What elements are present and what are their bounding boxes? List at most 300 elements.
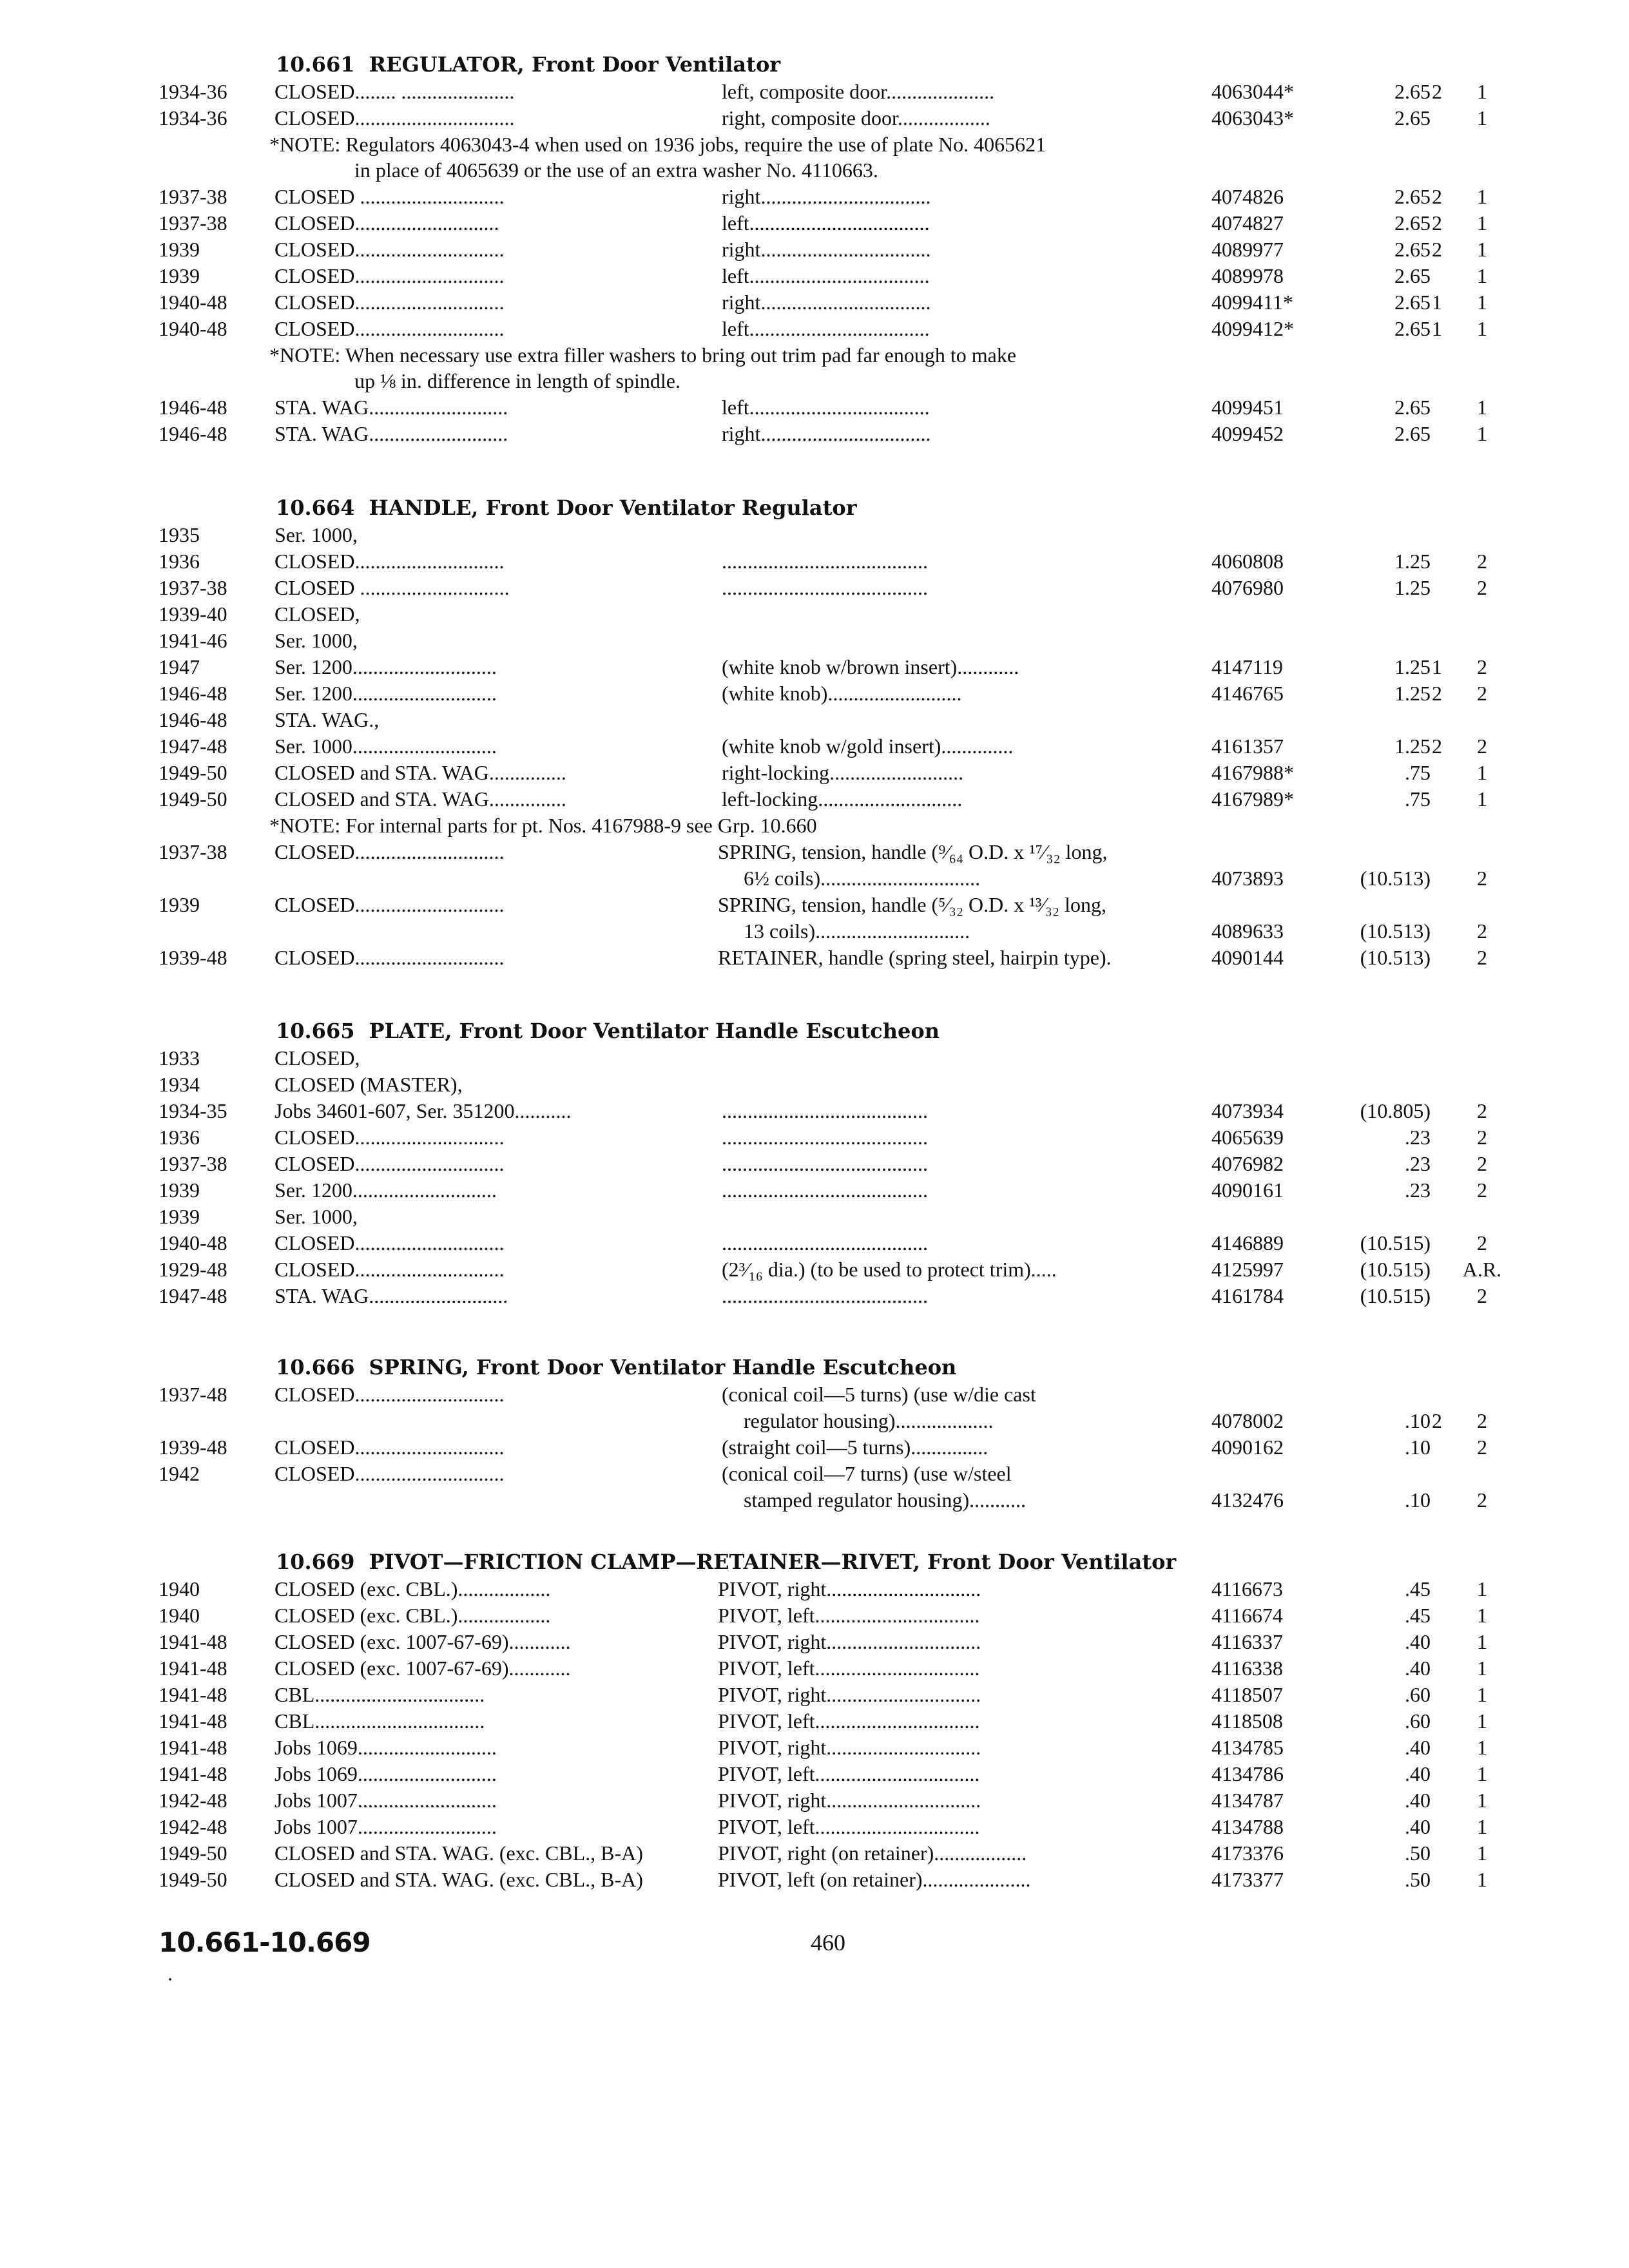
parts-row [0, 1461, 1629, 1487]
price-cell: .23 [1405, 1152, 1431, 1175]
price-cell: .50 [1405, 1868, 1431, 1891]
quantity-cell: 2 [1432, 185, 1442, 208]
description-cell: ........................................ [722, 1284, 928, 1307]
price-cell: .45 [1405, 1577, 1431, 1600]
description-cell: PIVOT, right.............................. [718, 1683, 981, 1706]
description-cell: left................................... [722, 317, 930, 340]
parts-row [0, 1045, 1629, 1072]
quantity-cell: 2 [1477, 1231, 1487, 1254]
parts-row [0, 236, 1629, 263]
description-cell: PIVOT, right.............................. [718, 1630, 981, 1653]
quantity-cell: 1 [1432, 655, 1442, 678]
parts-row [0, 1408, 1629, 1434]
quantity-cell: 1 [1477, 1736, 1487, 1759]
parts-row [0, 1682, 1629, 1708]
part-number-cell: 4074827 [1211, 211, 1284, 235]
parts-row [0, 421, 1629, 447]
model-cell: Jobs 1069........................... [275, 1736, 497, 1759]
parts-row [0, 1602, 1629, 1629]
price-cell: .40 [1405, 1736, 1431, 1759]
section-heading [276, 1548, 1176, 1576]
year-cell: 1936 [159, 1126, 200, 1149]
description-cell: right, composite door.................. [722, 106, 990, 130]
note-line: *NOTE: When necessary use extra filler washers to bring out trim pad far enough to make [269, 343, 1017, 367]
description-cell: (white knob w/gold insert).............. [722, 735, 1014, 758]
description-cell: PIVOT, right.............................. [718, 1789, 981, 1812]
year-cell: 1940 [159, 1604, 200, 1627]
parts-row [0, 1867, 1629, 1893]
parts-row [0, 79, 1629, 105]
parts-row [0, 1256, 1629, 1283]
price-cell: 2.65 [1394, 396, 1431, 419]
description-cell: (conical coil—7 turns) (use w/steel [722, 1462, 1012, 1485]
parts-row [0, 289, 1629, 316]
year-cell: 1940-48 [159, 1231, 227, 1254]
model-cell: CLOSED............................. [275, 1436, 505, 1459]
part-number-cell: 4161357 [1211, 735, 1284, 758]
footer-page-number: 460 [811, 1930, 845, 1956]
parts-row [0, 1177, 1629, 1204]
parts-row [0, 575, 1629, 601]
part-number-cell: 4073893 [1211, 867, 1284, 890]
part-number-cell: 4173377 [1211, 1868, 1284, 1891]
quantity-cell: 1 [1477, 185, 1487, 208]
description-cell: SPRING, tension, handle (⁹⁄₆₄ O.D. x ¹⁷⁄₃₂ long, [718, 840, 1108, 863]
part-number-cell: 4116338 [1211, 1657, 1283, 1680]
section-heading [276, 1017, 940, 1045]
quantity-cell: 2 [1477, 550, 1487, 573]
price-cell: 1.25 [1394, 576, 1431, 599]
part-number-cell: 4146889 [1211, 1231, 1284, 1254]
parts-row [0, 316, 1629, 342]
part-number-cell: 4147119 [1211, 655, 1283, 678]
quantity-cell: 2 [1477, 1284, 1487, 1307]
year-cell: 1941-48 [159, 1630, 227, 1653]
part-number-cell: 4089633 [1211, 919, 1284, 943]
model-cell: CLOSED............................. [275, 1231, 505, 1254]
year-cell: 1947-48 [159, 1284, 227, 1307]
description-cell: ........................................ [722, 550, 928, 573]
quantity-cell: 1 [1477, 106, 1487, 130]
parts-row [0, 918, 1629, 945]
price-cell: .45 [1405, 1604, 1431, 1627]
model-cell: Ser. 1000, [275, 523, 358, 546]
part-number-cell: 4063044* [1211, 80, 1294, 103]
parts-row [0, 1283, 1629, 1309]
year-cell: 1934-35 [159, 1099, 227, 1122]
model-cell: CLOSED and STA. WAG............... [275, 787, 566, 811]
quantity-cell: 1 [1477, 1709, 1487, 1733]
description-cell: left................................... [722, 396, 930, 419]
description-cell: ........................................ [722, 576, 928, 599]
price-cell: 2.65 [1394, 106, 1431, 130]
description-cell: (white knob w/brown insert)............ [722, 655, 1019, 678]
part-number-cell: 4132476 [1211, 1488, 1284, 1512]
year-cell: 1942 [159, 1462, 200, 1485]
price-cell: (10.513) [1360, 867, 1431, 890]
price-cell: .40 [1405, 1762, 1431, 1785]
quantity-cell: 1 [1477, 396, 1487, 419]
price-cell: (10.513) [1360, 919, 1431, 943]
parts-row [0, 1629, 1629, 1655]
parts-row [0, 1761, 1629, 1787]
model-cell: CLOSED........ ...................... [275, 80, 515, 103]
price-cell: .50 [1405, 1841, 1431, 1865]
year-cell: 1939-40 [159, 602, 227, 626]
parts-row [0, 839, 1629, 865]
quantity-cell: 2 [1477, 1436, 1487, 1459]
parts-row [0, 1124, 1629, 1151]
parts-row [0, 1787, 1629, 1814]
parts-row [0, 105, 1629, 131]
description-cell: SPRING, tension, handle (⁵⁄₃₂ O.D. x ¹³⁄₃₂ long, [718, 893, 1106, 916]
year-cell: 1949-50 [159, 761, 227, 784]
price-cell: .40 [1405, 1657, 1431, 1680]
description-cell: right-locking.......................... [722, 761, 964, 784]
quantity-cell: 2 [1477, 735, 1487, 758]
quantity-cell: 2 [1477, 576, 1487, 599]
price-cell: .75 [1405, 761, 1431, 784]
description-cell: PIVOT, right.............................. [718, 1736, 981, 1759]
quantity-cell: 2 [1477, 655, 1487, 678]
parts-row [0, 263, 1629, 289]
model-cell: CLOSED............................. [275, 291, 505, 314]
section-title: PLATE, Front Door Ventilator Handle Escutcheon [369, 1019, 940, 1043]
description-cell: ........................................ [722, 1099, 928, 1122]
model-cell: CBL................................. [275, 1683, 485, 1706]
description-cell: PIVOT, right.............................. [718, 1577, 981, 1600]
part-number-cell: 4099412* [1211, 317, 1294, 340]
description-cell: right................................. [722, 185, 931, 208]
model-cell: CLOSED, [275, 602, 360, 626]
parts-row [0, 1381, 1629, 1408]
part-number-cell: 4099452 [1211, 422, 1284, 445]
description-cell: right................................. [722, 238, 931, 261]
description-cell: ........................................ [722, 1178, 928, 1202]
note [269, 342, 1197, 394]
price-cell: .40 [1405, 1815, 1431, 1838]
parts-row [0, 394, 1629, 421]
model-cell: CLOSED............................. [275, 1152, 505, 1175]
description-cell: (conical coil—5 turns) (use w/die cast [722, 1383, 1036, 1406]
description-cell: PIVOT, right (on retainer).................. [718, 1841, 1027, 1865]
year-cell: 1941-48 [159, 1657, 227, 1680]
description-cell: (white knob).......................... [722, 682, 962, 705]
description-cell: ........................................ [722, 1231, 928, 1254]
quantity-cell: 1 [1477, 1683, 1487, 1706]
price-cell: 2.65 [1394, 185, 1431, 208]
model-cell: STA. WAG., [275, 708, 380, 731]
description-cell: left................................... [722, 264, 930, 287]
model-cell: CLOSED ............................ [275, 185, 505, 208]
part-number-cell: 4090162 [1211, 1436, 1284, 1459]
description-cell: PIVOT, left................................ [718, 1709, 980, 1733]
quantity-cell: 1 [1432, 291, 1442, 314]
stray-dot [169, 1978, 171, 1981]
price-cell: 2.65 [1394, 291, 1431, 314]
parts-row [0, 1840, 1629, 1867]
model-cell: CLOSED ............................. [275, 576, 510, 599]
description-cell: (straight coil—5 turns)............... [722, 1436, 988, 1459]
quantity-cell: 1 [1477, 1868, 1487, 1891]
quantity-cell: 2 [1477, 867, 1487, 890]
parts-row [0, 628, 1629, 654]
quantity-cell: 2 [1477, 946, 1487, 969]
part-number-cell: 4167989* [1211, 787, 1294, 811]
price-cell: (10.515) [1360, 1231, 1431, 1254]
year-cell: 1941-48 [159, 1709, 227, 1733]
note-line: in place of 4065639 or the use of an extra washer No. 4110663. [354, 159, 878, 182]
quantity-cell: 2 [1477, 1488, 1487, 1512]
year-cell: 1947 [159, 655, 200, 678]
parts-row [0, 1814, 1629, 1840]
part-number-cell: 4134788 [1211, 1815, 1284, 1838]
model-cell: Ser. 1200............................ [275, 1178, 497, 1202]
year-cell: 1937-38 [159, 211, 227, 235]
section-number: 10.664 [276, 495, 355, 520]
parts-row [0, 1576, 1629, 1602]
parts-row [0, 1708, 1629, 1735]
description-cell: RETAINER, handle (spring steel, hairpin type). [718, 946, 1112, 969]
model-cell: Jobs 1069........................... [275, 1762, 497, 1785]
part-number-cell: 4074826 [1211, 185, 1284, 208]
year-cell: 1933 [159, 1046, 200, 1070]
model-cell: CLOSED and STA. WAG. (exc. CBL., B-A) [275, 1841, 643, 1865]
year-cell: 1941-46 [159, 629, 227, 652]
part-number-cell: 4060808 [1211, 550, 1284, 573]
price-cell: .23 [1405, 1126, 1431, 1149]
model-cell: CLOSED (exc. CBL.).................. [275, 1604, 551, 1627]
price-cell: 2.65 [1394, 238, 1431, 261]
section-heading [276, 1353, 956, 1381]
year-cell: 1937-38 [159, 840, 227, 863]
quantity-cell: 2 [1432, 238, 1442, 261]
quantity-cell: 1 [1477, 1762, 1487, 1785]
model-cell: Jobs 1007........................... [275, 1815, 497, 1838]
year-cell: 1942-48 [159, 1815, 227, 1838]
quantity-cell: 1 [1477, 1604, 1487, 1627]
year-cell: 1947-48 [159, 735, 227, 758]
quantity-cell: 2 [1477, 682, 1487, 705]
section-title: HANDLE, Front Door Ventilator Regulator [369, 495, 857, 520]
model-cell: CLOSED............................. [275, 550, 505, 573]
quantity-cell: 1 [1477, 1577, 1487, 1600]
year-cell: 1939 [159, 238, 200, 261]
section-number: 10.665 [276, 1019, 355, 1043]
section-number: 10.666 [276, 1355, 355, 1379]
quantity-cell: 1 [1432, 317, 1442, 340]
quantity-cell: 2 [1432, 735, 1442, 758]
section-title: REGULATOR, Front Door Ventilator [369, 52, 781, 77]
year-cell: 1941-48 [159, 1683, 227, 1706]
year-cell: 1934 [159, 1073, 200, 1096]
model-cell: CLOSED............................. [275, 1462, 505, 1485]
part-number-cell: 4073934 [1211, 1099, 1284, 1122]
note [269, 131, 1197, 183]
quantity-cell: 1 [1477, 238, 1487, 261]
part-number-cell: 4076982 [1211, 1152, 1284, 1175]
part-number-cell: 4116673 [1211, 1577, 1283, 1600]
year-cell: 1939 [159, 893, 200, 916]
parts-row [0, 522, 1629, 548]
year-cell: 1942-48 [159, 1789, 227, 1812]
year-cell: 1940 [159, 1577, 200, 1600]
year-cell: 1949-50 [159, 1841, 227, 1865]
year-cell: 1934-36 [159, 106, 227, 130]
note-line: *NOTE: Regulators 4063043-4 when used on 1936 jobs, require the use of plate No. 4065621 [269, 133, 1046, 156]
year-cell: 1935 [159, 523, 200, 546]
description-cell: 6½ coils)............................... [744, 867, 981, 890]
model-cell: Ser. 1200............................ [275, 682, 497, 705]
price-cell: .10 [1405, 1436, 1431, 1459]
year-cell: 1939 [159, 1178, 200, 1202]
parts-row [0, 786, 1629, 812]
quantity-cell: 2 [1432, 80, 1442, 103]
model-cell: Ser. 1000, [275, 629, 358, 652]
price-cell: (10.515) [1360, 1258, 1431, 1281]
footer-section-range: 10.661-10.669 [159, 1927, 371, 1958]
year-cell: 1946-48 [159, 422, 227, 445]
year-cell: 1941-48 [159, 1736, 227, 1759]
section-heading [276, 50, 780, 79]
year-cell: 1946-48 [159, 708, 227, 731]
description-cell: regulator housing)................... [744, 1409, 994, 1432]
year-cell: 1939 [159, 1205, 200, 1228]
price-cell: .40 [1405, 1630, 1431, 1653]
parts-row [0, 1487, 1629, 1514]
description-cell: ........................................ [722, 1126, 928, 1149]
quantity-cell: 1 [1477, 761, 1487, 784]
quantity-cell: 2 [1477, 1126, 1487, 1149]
quantity-cell: 1 [1477, 264, 1487, 287]
year-cell: 1934-36 [159, 80, 227, 103]
price-cell: .10 [1405, 1409, 1431, 1432]
model-cell: Ser. 1000, [275, 1205, 358, 1228]
part-number-cell: 4076980 [1211, 576, 1284, 599]
description-cell: PIVOT, left................................ [718, 1815, 980, 1838]
section-title: PIVOT—FRICTION CLAMP—RETAINER—RIVET, Front Door Ventilator [369, 1550, 1177, 1574]
description-cell: PIVOT, left................................ [718, 1762, 980, 1785]
model-cell: CLOSED............................... [275, 106, 515, 130]
part-number-cell: 4134785 [1211, 1736, 1284, 1759]
description-cell: right................................. [722, 422, 931, 445]
quantity-cell: 1 [1477, 1815, 1487, 1838]
price-cell: (10.513) [1360, 946, 1431, 969]
parts-row [0, 1151, 1629, 1177]
model-cell: CLOSED............................. [275, 317, 505, 340]
description-cell: left................................... [722, 211, 930, 235]
price-cell: 2.65 [1394, 211, 1431, 235]
note [269, 812, 1197, 838]
quantity-cell: 1 [1477, 422, 1487, 445]
parts-row [0, 1230, 1629, 1256]
price-cell: .40 [1405, 1789, 1431, 1812]
parts-row [0, 892, 1629, 918]
quantity-cell: 1 [1477, 291, 1487, 314]
parts-row [0, 865, 1629, 892]
part-number-cell: 4090161 [1211, 1178, 1284, 1202]
parts-row [0, 733, 1629, 760]
parts-row [0, 1735, 1629, 1761]
year-cell: 1937-38 [159, 576, 227, 599]
part-number-cell: 4125997 [1211, 1258, 1284, 1281]
part-number-cell: 4099451 [1211, 396, 1284, 419]
price-cell: .75 [1405, 787, 1431, 811]
model-cell: CLOSED............................. [275, 946, 505, 969]
year-cell: 1940-48 [159, 317, 227, 340]
description-cell: 13 coils).............................. [744, 919, 970, 943]
note-line: *NOTE: For internal parts for pt. Nos. 4167988-9 see Grp. 10.660 [269, 814, 817, 837]
model-cell: CLOSED............................. [275, 893, 505, 916]
model-cell: CLOSED............................. [275, 1383, 505, 1406]
note-line: up ⅛ in. difference in length of spindle. [354, 369, 680, 392]
part-number-cell: 4078002 [1211, 1409, 1284, 1432]
part-number-cell: 4116337 [1211, 1630, 1283, 1653]
model-cell: CLOSED............................. [275, 840, 505, 863]
quantity-cell: 1 [1477, 787, 1487, 811]
year-cell: 1936 [159, 550, 200, 573]
year-cell: 1929-48 [159, 1258, 227, 1281]
price-cell: 2.65 [1394, 317, 1431, 340]
quantity-cell: 2 [1477, 1152, 1487, 1175]
quantity-cell: 1 [1477, 1630, 1487, 1653]
year-cell: 1949-50 [159, 787, 227, 811]
model-cell: STA. WAG........................... [275, 396, 508, 419]
parts-row [0, 760, 1629, 786]
description-cell: left-locking............................ [722, 787, 963, 811]
part-number-cell: 4089977 [1211, 238, 1284, 261]
description-cell: left, composite door..................... [722, 80, 995, 103]
model-cell: CLOSED............................ [275, 211, 499, 235]
part-number-cell: 4118508 [1211, 1709, 1283, 1733]
year-cell: 1946-48 [159, 682, 227, 705]
quantity-cell: 2 [1432, 682, 1442, 705]
quantity-cell: 2 [1432, 211, 1442, 235]
part-number-cell: 4173376 [1211, 1841, 1284, 1865]
model-cell: CLOSED and STA. WAG. (exc. CBL., B-A) [275, 1868, 643, 1891]
quantity-cell: 2 [1477, 1099, 1487, 1122]
price-cell: 1.25 [1394, 655, 1431, 678]
year-cell: 1939-48 [159, 1436, 227, 1459]
part-number-cell: 4089978 [1211, 264, 1284, 287]
model-cell: STA. WAG........................... [275, 1284, 508, 1307]
section-number: 10.669 [276, 1550, 355, 1574]
parts-row [0, 548, 1629, 575]
description-cell: (2³⁄₁₆ dia.) (to be used to protect trim)..... [722, 1258, 1057, 1281]
part-number-cell: 4063043* [1211, 106, 1294, 130]
quantity-cell: 1 [1477, 317, 1487, 340]
year-cell: 1949-50 [159, 1868, 227, 1891]
price-cell: .60 [1405, 1683, 1431, 1706]
price-cell: 2.65 [1394, 264, 1431, 287]
model-cell: Jobs 34601-607, Ser. 351200........... [275, 1099, 572, 1122]
parts-row [0, 210, 1629, 236]
quantity-cell: 1 [1477, 211, 1487, 235]
part-number-cell: 4134786 [1211, 1762, 1284, 1785]
parts-row [0, 945, 1629, 971]
parts-row [0, 1655, 1629, 1682]
section-heading [276, 494, 857, 522]
model-cell: CLOSED............................. [275, 1126, 505, 1149]
model-cell: CLOSED (exc. 1007-67-69)............ [275, 1630, 571, 1653]
description-cell: PIVOT, left................................ [718, 1604, 980, 1627]
description-cell: PIVOT, left (on retainer)..................... [718, 1868, 1031, 1891]
part-number-cell: 4090144 [1211, 946, 1284, 969]
parts-row [0, 184, 1629, 210]
parts-row [0, 1204, 1629, 1230]
part-number-cell: 4116674 [1211, 1604, 1283, 1627]
model-cell: CLOSED............................. [275, 238, 505, 261]
